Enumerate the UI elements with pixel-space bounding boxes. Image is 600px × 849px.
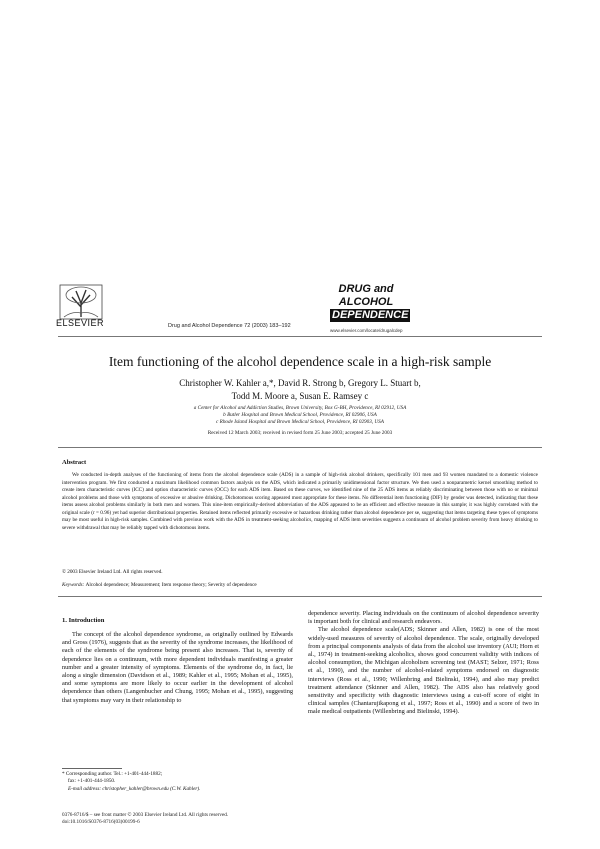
authors-line-2: Todd M. Moore a, Susan E. Ramsey c (231, 391, 369, 401)
keywords-list: Alcohol dependence; Measurement; Item response theory; Severity of dependence (85, 582, 257, 588)
footnote-rule (62, 768, 122, 769)
abstract-bottom-rule (58, 596, 542, 597)
abstract-copyright: © 2003 Elsevier Ireland Ltd. All rights reserved. (62, 569, 163, 575)
affiliation-b: b Butler Hospital and Brown Medical School, Providence, RI 02906, USA (223, 412, 377, 418)
footnote-fax: fax: +1-401-444-1850. (68, 778, 116, 784)
authors-line-1: Christopher W. Kahler a,*, David R. Strong b, Gregory L. Stuart b, (179, 378, 421, 388)
brand-line-1: DRUG and (338, 283, 394, 295)
issn-block (62, 812, 228, 826)
received-dates: Received 12 March 2003; received in revised form 25 June 2003; accepted 25 June 2003 (207, 430, 393, 436)
footnote-email[interactable]: E-mail address: christopher_kahler@brown.edu (C.W. Kahler). (68, 786, 201, 792)
article-title: Item functioning of the alcohol dependence scale in a high-risk sample (108, 354, 492, 369)
abstract-body: We conducted in-depth analyses of the functioning of items from the alcohol dependence scale (ADS) in a sample of high-risk alcohol drinkers, specifically 101 men and 93 women mandated to a domestic violence intervention program. We first conducted a maximum likelihood common factors analysis on the ADS, which indicated a primarily unidimensional factor structure. We then used a nonparametric kernel smoothing method to create item characteristic curves (ICC) and option characteristic curves (OCC) for each ADS item. Based on these curves, we identified nine of the 25 ADS items as reliably discriminating between those with no or minimal alcohol problems and those with symptoms of excessive or abusive drinking. Dichotomous scoring appeared most appropriate for these items. No differential item functioning (DIF) by gender was detected, indicating that these items assess alcohol problems similarly in both men and women. This nine-item empirically-derived abbreviation of the ADS appeared to be an efficient and effective measure in this sample; it was highly correlated with the original scale (r = 0.96) yet had superior distributional properties. Retained items reflected primarily excessive or hazardous drinking rather than alcohol dependence per se, suggesting that items targeting these types of symptoms may be most useful in high-risk samples. Combined with previous work with the ADS in treatment-seeking alcoholics, mapping of ADS item severities suggests a continuum of alcohol problem severity from heavy drinking to severe withdrawal that may be reliably tapped with dichotomous items. (62, 472, 538, 531)
intro-paragraph-1-continued: dependence severity. Placing individuals on the continuum of alcohol dependence severity is important both for clinical and research endeavors. (308, 610, 539, 626)
brand-line-3: DEPENDENCE (332, 309, 409, 321)
affiliation-c: c Rhode Island Hospital and Brown Medical School, Providence, RI 02903, USA (216, 419, 384, 425)
header-rule (58, 336, 542, 337)
journal-brand-logo (330, 283, 409, 329)
journal-url[interactable]: www.elsevier.com/locate/drugalcdep (330, 328, 403, 333)
doi-line[interactable]: doi:10.1016/S0376-8716(03)00199-6 (62, 819, 140, 825)
issn-line: 0376-8716/$ – see front matter © 2003 Elsevier Ireland Ltd. All rights reserved. (62, 812, 229, 818)
footnote-corresponding: * Corresponding author. Tel.: +1-401-444-1882; (62, 771, 163, 777)
intro-paragraph-2: The alcohol dependence scale(ADS; Skinner and Allen, 1982) is one of the most widely-used measures of severity of alcohol dependence. The scale, originally developed from a principal components analysis of data from the alcohol use inventory (AUI; Horn et al., 1974) in treatment-seeking alcoholics, shows good concurrent validity with indices of alcohol consumption, the Michigan alcoholism screening test (MAST; Selzer, 1971; Ross et al., 1990), and the number of alcohol-related symptoms endorsed on diagnostic interviews (Ross et al., 1990; Willenbring and Bielinski, 1994), and also may predict treatment attendance (Skinner and Allen, 1982). The ADS also has relatively good sensitivity and specificity with diagnostic interviews using a cut-off score of eight in clinical samples (Chantarujikapong et al., 1997; Ross et al., 1990) and a score of two in male medical outpatients (Willenbring and Bielinski, 1994). (308, 626, 539, 716)
keywords (62, 582, 257, 588)
publisher-name: ELSEVIER (56, 318, 105, 328)
introduction-heading: 1. Introduction (62, 617, 105, 624)
abstract-top-rule (58, 447, 542, 448)
keywords-label: Keywords: (62, 582, 85, 588)
abstract-heading: Abstract (62, 459, 87, 466)
journal-citation: Drug and Alcohol Dependence 72 (2003) 183–192 (168, 323, 291, 329)
right-column (308, 610, 539, 717)
intro-paragraph-1: The concept of the alcohol dependence syndrome, as originally outlined by Edwards and Gross (1976), suggests that as the severity of the syndrome increases, the likelihood of each of the elements of the syndrome being present also increases. That is, severity of dependence lies on a continuum, with more dependent individuals manifesting a greater number and a greater intensity of symptoms. Elements of the syndrome do, in fact, lie along a single dimension (Davidson et al., 1989; Kahler et al., 1995; Mohan et al., 1995), and some symptoms are more likely to occur earlier in the development of alcohol dependence than others (Langenbucher and Chung, 1995; Mohan et al., 1995), suggesting that symptoms may vary in their relationship to (62, 631, 293, 704)
affiliation-a: a Center for Alcohol and Addiction Studies, Brown University, Box G-BH, Providence, RI 02912, USA (193, 405, 407, 411)
left-column (62, 631, 293, 705)
brand-line-2: ALCOHOL (338, 296, 394, 308)
